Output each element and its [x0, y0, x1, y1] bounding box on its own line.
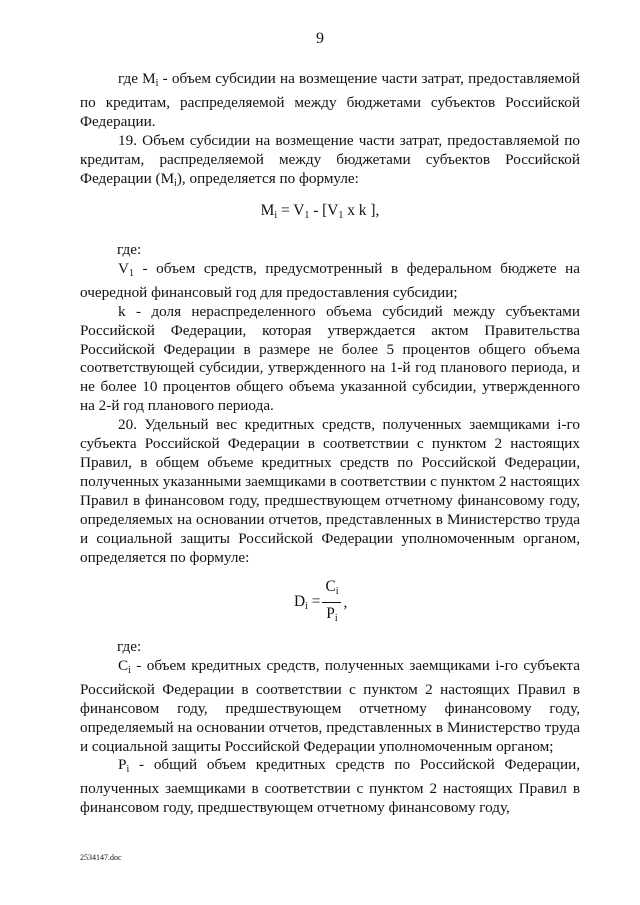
- paragraph-v1-definition: $V_1$ - объем средств, предусмотренный в федеральном бюджете на очередной финансовый год для предоставления субсидии;: [80, 259, 580, 301]
- page-number: 9: [316, 30, 324, 47]
- fraction-numerator: $C_i$: [322, 577, 341, 603]
- paragraph-ci-definition: $C_i$ - объем кредитных средств, полученных заемщиками i-го субъекта Российской Федерации в соответствии с пунктом 2 настоящих Правил в финансовом году, предшествующем отчетному финансовому году, определяемый на основании отчетов, представленных в Министерство труда и социальной защиты Российской Федерации уполномоченным органом;: [80, 656, 580, 755]
- paragraph-mi-definition: где $M_i$ - объем субсидии на возмещение части затрат, предоставляемой по кредитам, распределяемой между бюджетами субъектов Российской Федерации.: [80, 70, 580, 130]
- footer-filename: 2534147.doc: [80, 853, 122, 862]
- formula-di: $D_i$ = $\frac{C_i}{P_i}$ ,: [294, 577, 347, 628]
- paragraph-pi-definition: $P_i$ - общий объем кредитных средств по Российской Федерации, полученных заемщиками в соответствии с пунктом 2 настоящих Правил в финансовом году, предшествующем отчетному финансовому году,: [80, 756, 580, 817]
- fraction-denominator: $P_i$: [326, 605, 338, 624]
- text-block-middle: [80, 241, 580, 567]
- text-block-bottom: [80, 638, 580, 818]
- fraction: [322, 577, 341, 628]
- paragraph-19: 19. Объем субсидии на возмещение части затрат, предоставляемой по кредитам, распределяемой между бюджетами субъектов Российской Федерации $(M_i)$, определяется по формуле:: [80, 131, 580, 189]
- formula-mi: $M_i = V_1 - [V_1$ x k ],: [260, 202, 380, 221]
- where-label: где:: [117, 241, 142, 258]
- text-block-top: [80, 70, 580, 193]
- paragraph-20: 20. Удельный вес кредитных средств, полученных заемщиками i-го субъекта Российской Федерации в соответствии с пунктом 2 настоящих Правил, в общем объеме кредитных средств по Российской Федерации, полученных указанными заемщиками в соответствии с пунктом 2 настоящих Правил в финансовом году, предшествующем отчетному финансовому году, определяемых на основании отчетов, представленных в Министерство труда и социальной защиты Российской Федерации уполномоченным органом, определяется по формуле:: [80, 416, 580, 566]
- paragraph-k-definition: k - доля нераспределенного объема субсидий между субъектами Российской Федерации, которая утверждается актом Правительства Российской Федерации в размере не более 5 процентов общего объема соответствующей субсидии, утвержденного на 1-й год планового периода, и не более 10 процентов общего объема указанной субсидии, утвержденного на 2-й год планового периода.: [80, 302, 580, 415]
- where-label-2: где:: [117, 638, 142, 655]
